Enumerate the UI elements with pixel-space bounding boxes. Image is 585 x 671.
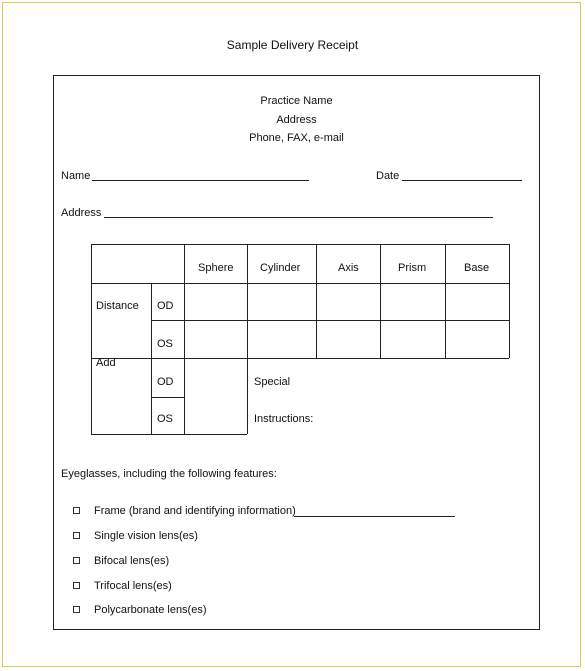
practice-name: Practice Name xyxy=(260,95,333,107)
single-vision-label: Single vision lens(es) xyxy=(94,530,198,542)
table-line xyxy=(91,244,92,434)
practice-address: Address xyxy=(276,114,317,126)
address-field[interactable] xyxy=(104,217,493,218)
frame-checkbox[interactable] xyxy=(73,507,80,514)
table-line xyxy=(151,397,184,398)
trifocal-checkbox[interactable] xyxy=(73,582,80,589)
bifocal-label: Bifocal lens(es) xyxy=(94,555,170,567)
page-title: Sample Delivery Receipt xyxy=(226,38,359,52)
table-line xyxy=(184,244,185,434)
table-line xyxy=(151,283,152,434)
column-header-prism: Prism xyxy=(398,262,427,274)
table-line xyxy=(380,244,381,358)
distance-od-label: OD xyxy=(157,300,174,312)
table-line xyxy=(91,283,509,284)
column-header-base: Base xyxy=(464,262,490,274)
frame-label: Frame (brand and identifying information) xyxy=(94,505,296,517)
add-os-label: OS xyxy=(157,413,173,425)
name-label: Name xyxy=(61,170,91,182)
column-header-axis: Axis xyxy=(338,262,359,274)
table-line xyxy=(509,244,510,358)
table-line xyxy=(91,244,509,245)
single-vision-checkbox[interactable] xyxy=(73,532,80,539)
table-line xyxy=(91,434,247,435)
bifocal-checkbox[interactable] xyxy=(73,557,80,564)
address-label: Address xyxy=(61,207,102,219)
instructions-label: Instructions: xyxy=(254,413,314,425)
name-field[interactable] xyxy=(92,180,309,181)
frame-info-field[interactable] xyxy=(294,516,455,517)
table-line xyxy=(316,244,317,358)
table-line xyxy=(91,358,509,359)
polycarbonate-label: Polycarbonate lens(es) xyxy=(94,604,207,616)
column-header-sphere: Sphere xyxy=(198,262,234,274)
features-heading: Eyeglasses, including the following features: xyxy=(61,468,277,480)
add-od-label: OD xyxy=(157,376,174,388)
distance-os-label: OS xyxy=(157,338,173,350)
column-header-cylinder: Cylinder xyxy=(260,262,301,274)
special-label: Special xyxy=(254,376,291,388)
practice-contact: Phone, FAX, e-mail xyxy=(249,132,344,144)
row-label-add: Add xyxy=(96,357,116,369)
table-line xyxy=(151,320,509,321)
table-line xyxy=(445,244,446,358)
receipt-form xyxy=(53,75,540,630)
table-line xyxy=(247,244,248,434)
date-field[interactable] xyxy=(402,180,522,181)
row-label-distance: Distance xyxy=(96,300,139,312)
date-label: Date xyxy=(376,170,400,182)
trifocal-label: Trifocal lens(es) xyxy=(94,580,172,592)
polycarbonate-checkbox[interactable] xyxy=(73,606,80,613)
